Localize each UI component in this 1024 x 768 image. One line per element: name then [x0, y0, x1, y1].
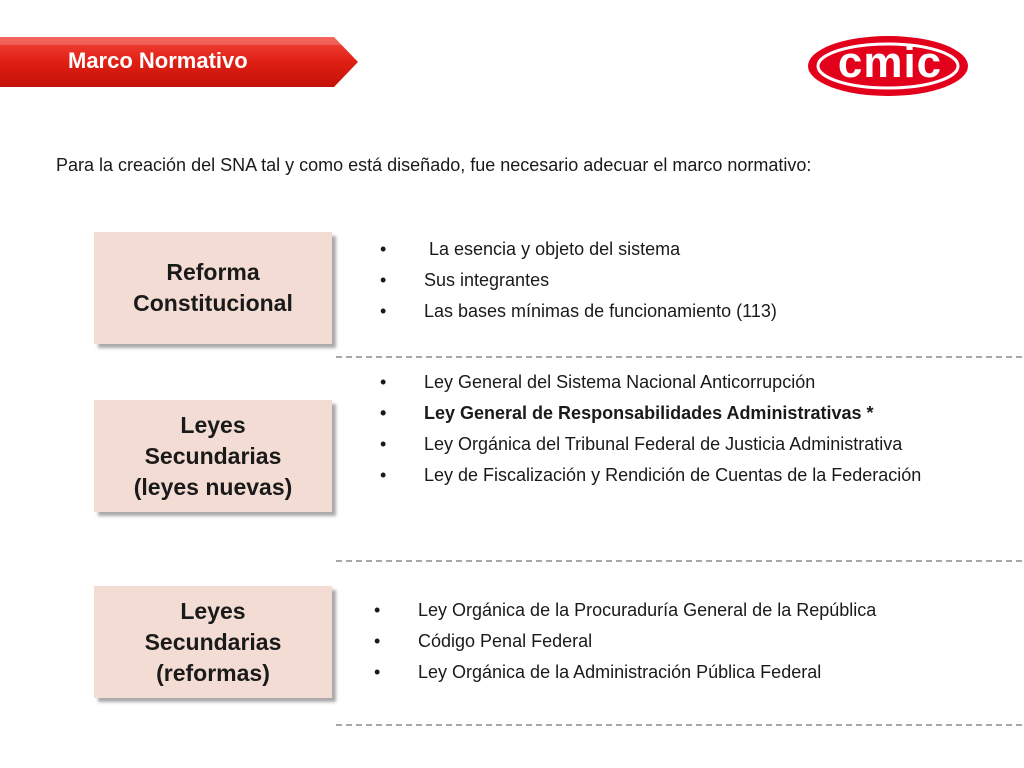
list-item: • Ley Orgánica de la Procuraduría General de la República	[374, 595, 1022, 626]
box-line: Secundarias	[144, 628, 282, 655]
title-banner	[0, 36, 360, 88]
list-item: • Ley General de Responsabilidades Administrativas *	[380, 398, 960, 429]
logo-text: cmic	[837, 38, 943, 87]
list-item: • La esencia y objeto del sistema	[380, 234, 1020, 265]
box-line: (leyes nuevas)	[133, 473, 293, 500]
cmic-logo	[806, 34, 970, 98]
list-reformas	[374, 595, 1022, 688]
list-item: • Las bases mínimas de funcionamiento (113)	[380, 296, 1020, 327]
list-item: • Ley de Fiscalización y Rendición de Cuentas de la Federación	[380, 460, 960, 491]
section-divider	[336, 724, 1022, 726]
box-line: Secundarias	[144, 442, 282, 469]
box-line: Leyes	[180, 597, 246, 624]
page-title: Marco Normativo	[68, 48, 248, 73]
section-divider	[336, 356, 1022, 358]
box-line: Leyes	[180, 411, 246, 438]
box-line: Constitucional	[133, 290, 293, 316]
box-leyes-nuevas	[94, 400, 332, 512]
box-reforma-constitucional	[94, 232, 332, 344]
section-divider	[336, 560, 1022, 562]
box-reformas	[94, 586, 332, 698]
list-item: • Ley General del Sistema Nacional Anticorrupción	[380, 367, 960, 398]
box-line: (reformas)	[156, 659, 270, 686]
list-item: • Sus integrantes	[380, 265, 1020, 296]
list-item: • Código Penal Federal	[374, 626, 1022, 657]
list-item: • Ley Orgánica de la Administración Pública Federal	[374, 657, 1022, 688]
box-line: Reforma	[166, 259, 260, 285]
list-item: • Ley Orgánica del Tribunal Federal de Justicia Administrativa	[380, 429, 960, 460]
list-reforma-constitucional	[380, 234, 1020, 327]
intro-paragraph: Para la creación del SNA tal y como está diseñado, fue necesario adecuar el marco normativo:	[56, 155, 812, 175]
list-leyes-nuevas	[380, 367, 960, 491]
